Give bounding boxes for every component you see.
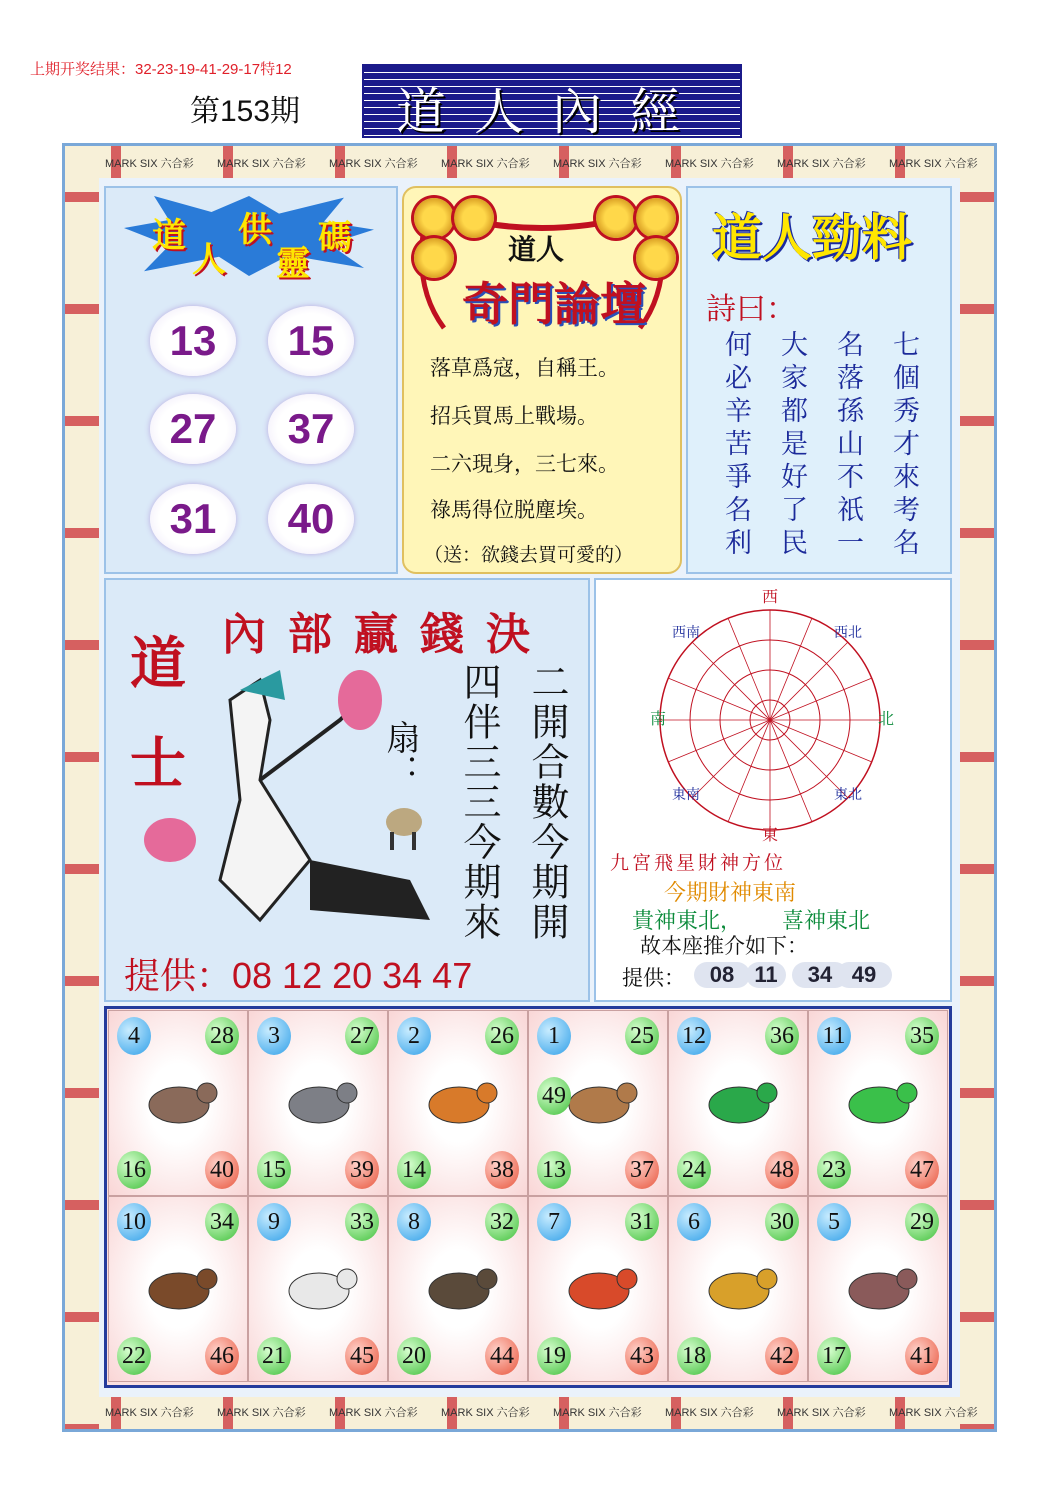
daoshi-title: 內部贏錢決 bbox=[222, 609, 552, 660]
coin-icon bbox=[414, 238, 454, 278]
zodiac-number-ball: 23 bbox=[817, 1151, 851, 1189]
dir-nw: 西南 bbox=[672, 625, 700, 641]
dog-icon bbox=[697, 1253, 781, 1327]
zodiac-number-ball: 29 bbox=[905, 1203, 939, 1241]
zodiac-number-ball: 27 bbox=[345, 1017, 379, 1055]
tiger-icon bbox=[417, 1067, 501, 1141]
zodiac-number-ball: 11 bbox=[817, 1017, 851, 1055]
qimen-poem-line: 招兵買馬上戰場。 bbox=[430, 404, 598, 428]
last-result-text: 上期开奖结果：32-23-19-41-29-17特12 bbox=[30, 61, 292, 78]
dir-ne: 西北 bbox=[834, 625, 862, 641]
ox-icon bbox=[277, 1067, 361, 1141]
zodiac-cell-ox bbox=[248, 1010, 388, 1196]
border-label: MARK SIX 六合彩 bbox=[665, 1407, 754, 1419]
border-label: MARK SIX 六合彩 bbox=[217, 1407, 306, 1419]
zodiac-number-ball: 4 bbox=[117, 1017, 151, 1055]
lingma-char-5: 碼 bbox=[318, 218, 352, 258]
lingma-char-1: 道 bbox=[152, 216, 186, 256]
zodiac-number-ball: 44 bbox=[485, 1337, 519, 1375]
border-label: MARK SIX 六合彩 bbox=[105, 1407, 194, 1419]
rat-icon bbox=[137, 1067, 221, 1141]
fan-label: 扇： bbox=[380, 720, 420, 788]
coin-icon bbox=[636, 198, 676, 238]
zodiac-number-ball: 21 bbox=[257, 1337, 291, 1375]
zodiac-cell-rabbit bbox=[528, 1010, 668, 1196]
qimen-poem-line: 二六現身，三七來。 bbox=[430, 452, 619, 476]
recommend-text: 故本座推介如下： bbox=[640, 934, 808, 958]
zodiac-number-ball: 6 bbox=[677, 1203, 711, 1241]
coin-icon bbox=[454, 198, 494, 238]
border-label: MARK SIX 六合彩 bbox=[217, 158, 306, 170]
recommend-number: 11 bbox=[746, 962, 786, 988]
border-label: MARK SIX 六合彩 bbox=[777, 158, 866, 170]
border-left bbox=[65, 146, 99, 1429]
daoshi-char: 道 bbox=[130, 631, 186, 697]
zodiac-number-ball: 48 bbox=[765, 1151, 799, 1189]
border-label: MARK SIX 六合彩 bbox=[889, 158, 978, 170]
daoshi-char: 士 bbox=[130, 731, 186, 797]
border-label: MARK SIX 六合彩 bbox=[665, 158, 754, 170]
zodiac-number-ball: 31 bbox=[625, 1203, 659, 1241]
zodiac-number-ball: 3 bbox=[257, 1017, 291, 1055]
lingma-number: 31 bbox=[150, 484, 236, 554]
zodiac-number-ball: 32 bbox=[485, 1203, 519, 1241]
lingma-char-2: 人 bbox=[192, 240, 226, 280]
daoshi-column: 二開合數今期開 bbox=[525, 662, 569, 942]
zodiac-number-ball: 28 bbox=[205, 1017, 239, 1055]
zodiac-number-ball: 34 bbox=[205, 1203, 239, 1241]
wheel-tigong-label: 提供： bbox=[622, 966, 685, 990]
zodiac-number-ball: 35 bbox=[905, 1017, 939, 1055]
zodiac-cell-rat bbox=[108, 1010, 248, 1196]
xishen-text: 喜神東北 bbox=[782, 909, 871, 934]
zodiac-number-ball: 17 bbox=[817, 1337, 851, 1375]
zodiac-number-ball: 47 bbox=[905, 1151, 939, 1189]
rabbit-icon bbox=[557, 1067, 641, 1141]
dragon-icon bbox=[697, 1067, 781, 1141]
border-label: MARK SIX 六合彩 bbox=[553, 1407, 642, 1419]
lingma-number: 27 bbox=[150, 394, 236, 464]
zodiac-number-ball: 30 bbox=[765, 1203, 799, 1241]
guishen-text: 貴神東北， bbox=[632, 909, 743, 934]
dir-e: 北 bbox=[878, 709, 895, 728]
zodiac-number-ball: 49 bbox=[537, 1077, 571, 1115]
zodiac-number-ball: 5 bbox=[817, 1203, 851, 1241]
zodiac-number-ball: 36 bbox=[765, 1017, 799, 1055]
zodiac-number-ball: 7 bbox=[537, 1203, 571, 1241]
border-label: MARK SIX 六合彩 bbox=[329, 1407, 418, 1419]
border-label: MARK SIX 六合彩 bbox=[329, 158, 418, 170]
jinliao-title: 道人勁料 bbox=[712, 208, 912, 267]
pig-icon bbox=[837, 1253, 921, 1327]
jinliao-poem-column: 名落孫山不祇一 bbox=[832, 330, 863, 561]
zodiac-cell-pig bbox=[808, 1196, 948, 1382]
issue-number: 第153期 bbox=[190, 95, 301, 128]
zodiac-number-ball: 14 bbox=[397, 1151, 431, 1189]
zodiac-number-ball: 39 bbox=[345, 1151, 379, 1189]
dir-sw: 東南 bbox=[672, 787, 700, 803]
zodiac-number-ball: 18 bbox=[677, 1337, 711, 1375]
zodiac-number-ball: 46 bbox=[205, 1337, 239, 1375]
coin-icon bbox=[414, 198, 454, 238]
caishen-text: 今期財神東南 bbox=[664, 881, 797, 906]
zodiac-number-ball: 16 bbox=[117, 1151, 151, 1189]
lingma-char-4: 靈 bbox=[276, 244, 310, 284]
rooster-icon bbox=[557, 1253, 641, 1327]
recommend-number: 34 bbox=[792, 962, 848, 988]
qimen-poem-line: 祿馬得位脱塵埃。 bbox=[430, 498, 598, 522]
qimen-gift: （送：欲錢去買可愛的） bbox=[424, 544, 634, 566]
jinliao-poem-column: 大家都是好了民 bbox=[776, 330, 807, 561]
zodiac-number-ball: 1 bbox=[537, 1017, 571, 1055]
shiyue-label: 詩曰： bbox=[706, 292, 796, 327]
title-banner bbox=[362, 64, 742, 141]
zodiac-cell-goat bbox=[248, 1196, 388, 1382]
recommend-number: 08 bbox=[694, 962, 750, 988]
zodiac-number-ball: 42 bbox=[765, 1337, 799, 1375]
daoshi-tigong: 提供：08 12 20 34 47 bbox=[124, 955, 473, 996]
zodiac-number-ball: 41 bbox=[905, 1337, 939, 1375]
zodiac-cell-monkey bbox=[388, 1196, 528, 1382]
border-label: MARK SIX 六合彩 bbox=[105, 158, 194, 170]
recommend-number: 49 bbox=[836, 962, 892, 988]
dir-w: 南 bbox=[650, 709, 667, 728]
zodiac-number-ball: 25 bbox=[625, 1017, 659, 1055]
jinliao-poem-column: 七個秀才來考名 bbox=[888, 330, 919, 561]
lingma-number: 40 bbox=[268, 484, 354, 554]
lingma-number: 13 bbox=[150, 306, 236, 376]
border-label: MARK SIX 六合彩 bbox=[553, 158, 642, 170]
lingma-number: 37 bbox=[268, 394, 354, 464]
zodiac-cell-tiger bbox=[388, 1010, 528, 1196]
zodiac-number-ball: 20 bbox=[397, 1337, 431, 1375]
zodiac-number-ball: 8 bbox=[397, 1203, 431, 1241]
border-label: MARK SIX 六合彩 bbox=[777, 1407, 866, 1419]
border-right bbox=[960, 146, 994, 1429]
border-label: MARK SIX 六合彩 bbox=[441, 1407, 530, 1419]
zodiac-number-ball: 2 bbox=[397, 1017, 431, 1055]
zodiac-number-ball: 38 bbox=[485, 1151, 519, 1189]
qimen-title: 奇門論壇 bbox=[462, 277, 646, 331]
zodiac-number-ball: 24 bbox=[677, 1151, 711, 1189]
nine-palace-label: 九宮飛星財神方位 bbox=[610, 852, 787, 874]
zodiac-number-ball: 37 bbox=[625, 1151, 659, 1189]
goat-icon bbox=[277, 1253, 361, 1327]
zodiac-number-ball: 33 bbox=[345, 1203, 379, 1241]
zodiac-cell-dog bbox=[668, 1196, 808, 1382]
snake-icon bbox=[837, 1067, 921, 1141]
zodiac-number-ball: 15 bbox=[257, 1151, 291, 1189]
zodiac-number-ball: 19 bbox=[537, 1337, 571, 1375]
qimen-label: 道人 bbox=[508, 233, 565, 266]
zodiac-cell-dragon bbox=[668, 1010, 808, 1196]
zodiac-cell-snake bbox=[808, 1010, 948, 1196]
lingma-char-3: 供 bbox=[238, 210, 272, 250]
lingma-number: 15 bbox=[268, 306, 354, 376]
dir-s: 東 bbox=[762, 825, 779, 844]
zodiac-number-ball: 12 bbox=[677, 1017, 711, 1055]
qimen-poem-line: 落草爲寇，自稱王。 bbox=[430, 356, 619, 380]
jinliao-poem-column: 何必辛苦爭名利 bbox=[720, 330, 751, 561]
dir-n: 西 bbox=[762, 587, 779, 606]
zodiac-cell-horse bbox=[108, 1196, 248, 1382]
zodiac-number-ball: 26 bbox=[485, 1017, 519, 1055]
zodiac-cell-rooster bbox=[528, 1196, 668, 1382]
daoshi-column: 四伴三三今期來 bbox=[457, 662, 501, 942]
dir-se: 東北 bbox=[834, 787, 862, 803]
zodiac-number-ball: 45 bbox=[345, 1337, 379, 1375]
monkey-icon bbox=[417, 1253, 501, 1327]
horse-icon bbox=[137, 1253, 221, 1327]
zodiac-number-ball: 43 bbox=[625, 1337, 659, 1375]
banner-title: 道人內經 bbox=[396, 83, 708, 141]
zodiac-number-ball: 10 bbox=[117, 1203, 151, 1241]
zodiac-number-ball: 9 bbox=[257, 1203, 291, 1241]
zodiac-number-ball: 22 bbox=[117, 1337, 151, 1375]
zodiac-number-ball: 13 bbox=[537, 1151, 571, 1189]
goat-icon bbox=[382, 800, 426, 852]
coin-icon bbox=[596, 198, 636, 238]
border-label: MARK SIX 六合彩 bbox=[441, 158, 530, 170]
border-label: MARK SIX 六合彩 bbox=[889, 1407, 978, 1419]
zodiac-number-ball: 40 bbox=[205, 1151, 239, 1189]
